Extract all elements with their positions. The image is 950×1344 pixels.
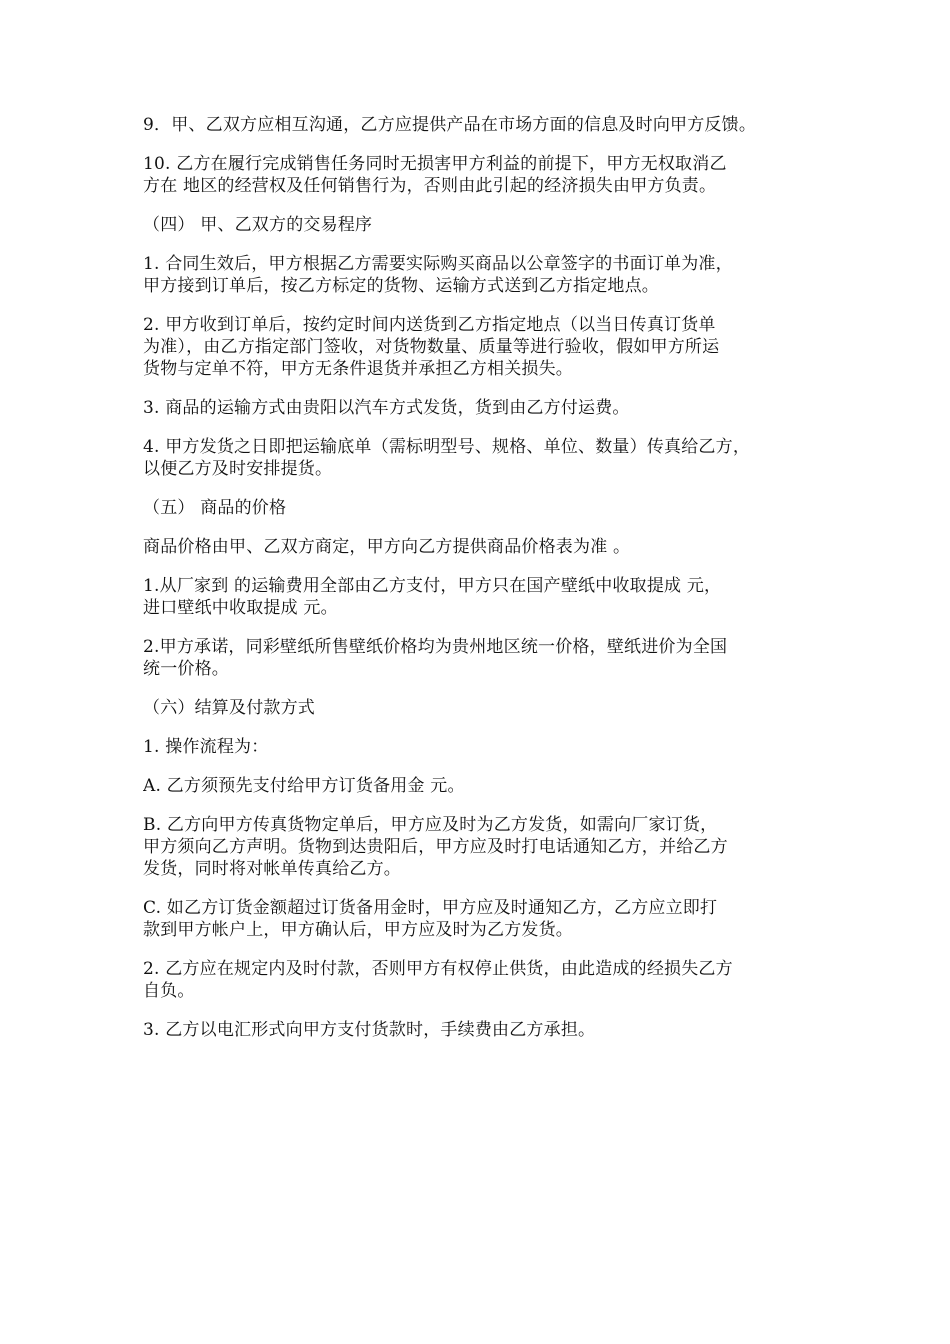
paragraph-line: 自负。 bbox=[143, 981, 195, 1001]
paragraph bbox=[143, 897, 830, 941]
paragraph-line: 3. 乙方以电汇形式向甲方支付货款时，手续费由乙方承担。 bbox=[143, 1020, 596, 1040]
paragraph-line: B. 乙方向甲方传真货物定单后，甲方应及时为乙方发货，如需向厂家订货， bbox=[143, 815, 718, 835]
paragraph-line: 1.从厂家到 的运输费用全部由乙方支付，甲方只在国产壁纸中收取提成 元， bbox=[143, 576, 722, 596]
paragraph-line: 进口壁纸中收取提成 元。 bbox=[143, 598, 338, 618]
paragraph bbox=[143, 153, 830, 197]
paragraph bbox=[143, 253, 830, 297]
paragraph-line: 为准），由乙方指定部门签收，对货物数量、质量等进行验收，假如甲方所运 bbox=[143, 337, 720, 357]
paragraph-line: 3. 商品的运输方式由贵阳以汽车方式发货，货到由乙方付运费。 bbox=[143, 398, 630, 418]
paragraph bbox=[143, 1019, 830, 1041]
paragraph-line: 以便乙方及时安排提货。 bbox=[143, 459, 333, 479]
paragraph-line: 货物与定单不符，甲方无条件退货并承担乙方相关损失。 bbox=[143, 359, 573, 379]
paragraph bbox=[143, 775, 830, 797]
paragraph bbox=[143, 814, 830, 880]
paragraph bbox=[143, 636, 830, 680]
paragraph-line: 甲方接到订单后，按乙方标定的货物、运输方式送到乙方指定地点。 bbox=[143, 276, 659, 296]
document-body bbox=[143, 114, 830, 1041]
paragraph-line: 统一价格。 bbox=[143, 659, 229, 679]
paragraph-line: 商品价格由甲、乙双方商定，甲方向乙方提供商品价格表为准 。 bbox=[143, 537, 631, 557]
paragraph bbox=[143, 697, 830, 719]
paragraph bbox=[143, 397, 830, 419]
paragraph bbox=[143, 114, 830, 136]
paragraph-line: C. 如乙方订货金额超过订货备用金时，甲方应及时通知乙方，乙方应立即打 bbox=[143, 898, 718, 918]
paragraph bbox=[143, 436, 830, 480]
paragraph-line: 方在 地区的经营权及任何销售行为，否则由此引起的经济损失由甲方负责。 bbox=[143, 176, 717, 196]
paragraph-line: 4. 甲方发货之日即把运输底单（需标明型号、规格、单位、数量）传真给乙方， bbox=[143, 437, 751, 457]
paragraph bbox=[143, 497, 830, 519]
paragraph-line: 2.甲方承诺，同彩壁纸所售壁纸价格均为贵州地区统一价格，壁纸进价为全国 bbox=[143, 637, 728, 657]
paragraph-line: 款到甲方帐户上，甲方确认后，甲方应及时为乙方发货。 bbox=[143, 920, 573, 940]
paragraph bbox=[143, 736, 830, 758]
paragraph bbox=[143, 575, 830, 619]
paragraph-line: 2. 甲方收到订单后，按约定时间内送货到乙方指定地点（以当日传真订货单 bbox=[143, 315, 716, 335]
paragraph-line: 甲方须向乙方声明。货物到达贵阳后，甲方应及时打电话通知乙方，并给乙方 bbox=[143, 837, 728, 857]
paragraph bbox=[143, 958, 830, 1002]
paragraph-line: 1. 合同生效后，甲方根据乙方需要实际购买商品以公章签字的书面订单为准， bbox=[143, 254, 733, 274]
paragraph bbox=[143, 314, 830, 380]
paragraph-line: （六）结算及付款方式 bbox=[143, 698, 315, 718]
paragraph bbox=[143, 214, 830, 236]
paragraph bbox=[143, 536, 830, 558]
paragraph-line: 10. 乙方在履行完成销售任务同时无损害甲方利益的前提下，甲方无权取消乙 bbox=[143, 154, 727, 174]
paragraph-line: （四） 甲、乙双方的交易程序 bbox=[143, 215, 373, 235]
paragraph-line: A. 乙方须预先支付给甲方订货备用金 元。 bbox=[143, 776, 465, 796]
paragraph-line: 1. 操作流程为： bbox=[143, 737, 269, 757]
paragraph-line: （五） 商品的价格 bbox=[143, 498, 287, 518]
paragraph-line: 2. 乙方应在规定内及时付款，否则甲方有权停止供货，由此造成的经损失乙方 bbox=[143, 959, 733, 979]
paragraph-line: 9．甲、乙双方应相互沟通，乙方应提供产品在市场方面的信息及时向甲方反馈。 bbox=[143, 115, 757, 135]
paragraph-line: 发货，同时将对帐单传真给乙方。 bbox=[143, 859, 401, 879]
